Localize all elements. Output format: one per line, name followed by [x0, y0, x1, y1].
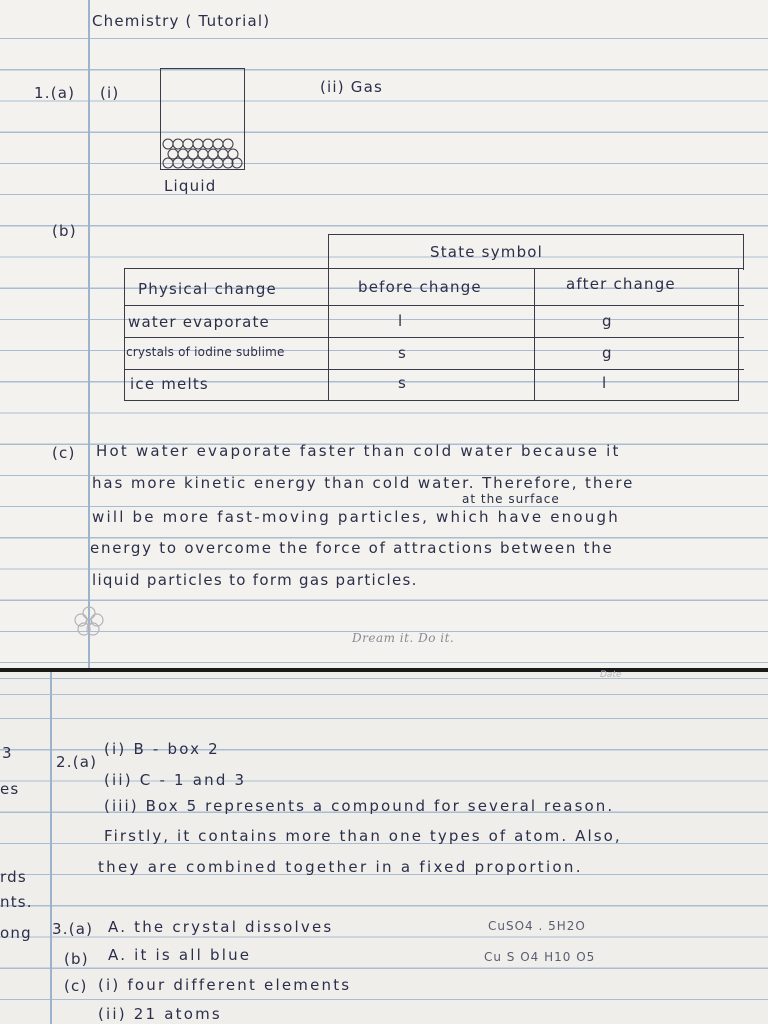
- notebook-page-bottom: [0, 672, 768, 1024]
- q1a-sub-i: (i): [100, 84, 120, 102]
- table-row-2-before: s: [398, 344, 408, 362]
- flower-icon: [72, 604, 106, 638]
- q3c-label: (c): [64, 977, 88, 995]
- q3b-label: (b): [64, 950, 89, 968]
- q3b-formula: Cu S O4 H10 O5: [484, 950, 596, 964]
- page-title: Chemistry ( Tutorial): [92, 12, 271, 30]
- date-mark: Date: [600, 670, 622, 680]
- table-row-2-change: crystals of iodine sublime: [126, 345, 285, 359]
- liquid-particles-icon: [160, 134, 244, 170]
- table-header-before-change: before change: [358, 278, 482, 296]
- q1c-label: (c): [52, 444, 76, 462]
- q2a-line-2: (ii) C - 1 and 3: [104, 771, 247, 789]
- q1c-line-5: liquid particles to form gas particles.: [92, 571, 418, 589]
- q2a-line-5: they are combined together in a fixed proportion.: [98, 858, 583, 876]
- footer-slogan: Dream it. Do it.: [352, 631, 455, 645]
- table-row-3-before: s: [398, 374, 408, 392]
- q3a-label: 3.(a): [52, 920, 94, 938]
- margin-line: [50, 672, 52, 1024]
- q3c-ii: (ii) 21 atoms: [98, 1005, 222, 1023]
- q3a-formula: CuSO4 . 5H2O: [488, 919, 586, 933]
- q3c-i: (i) four different elements: [98, 976, 352, 994]
- table-row-1-after: g: [602, 312, 613, 330]
- q2a-line-1: (i) B - box 2: [104, 740, 220, 758]
- q1c-insert: at the surface: [462, 492, 560, 506]
- q3a-text: A. the crystal dissolves: [108, 918, 334, 936]
- table-row-1-before: l: [398, 312, 404, 330]
- edge-mark-2: es: [0, 780, 20, 798]
- q1c-line-1: Hot water evaporate faster than cold water because it: [96, 442, 621, 460]
- table-row-3-after: l: [602, 374, 608, 392]
- q1a-sub-ii: (ii) Gas: [320, 78, 384, 96]
- q1c-line-4: energy to overcome the force of attractions between the: [90, 539, 614, 557]
- q1c-line-3: will be more fast-moving particles, which have enough: [92, 508, 620, 526]
- q1b-label: (b): [52, 222, 77, 240]
- q2a-label: 2.(a): [56, 753, 98, 771]
- table-group-header: State symbol: [430, 243, 544, 261]
- table-row-1-change: water evaporate: [128, 313, 270, 331]
- margin-line: [88, 0, 90, 668]
- edge-mark-3: rds: [0, 868, 27, 886]
- edge-mark-1: 3: [2, 744, 13, 762]
- table-row-3-change: ice melts: [130, 375, 209, 393]
- edge-mark-5: ong: [0, 924, 32, 942]
- table-header-after-change: after change: [566, 275, 676, 293]
- liquid-label: Liquid: [164, 177, 217, 195]
- edge-mark-4: nts.: [0, 893, 33, 911]
- q2a-line-3: (iii) Box 5 represents a compound for several reason.: [104, 797, 615, 815]
- table-header-physical-change: Physical change: [138, 280, 277, 298]
- q1c-line-2: has more kinetic energy than cold water. Therefore, there: [92, 474, 635, 492]
- q3b-text: A. it is all blue: [108, 946, 252, 964]
- page-top-border: [0, 694, 768, 695]
- q2a-line-4: Firstly, it contains more than one types of atom. Also,: [104, 827, 622, 845]
- q1a-label: 1.(a): [34, 84, 76, 102]
- table-row-2-after: g: [602, 344, 613, 362]
